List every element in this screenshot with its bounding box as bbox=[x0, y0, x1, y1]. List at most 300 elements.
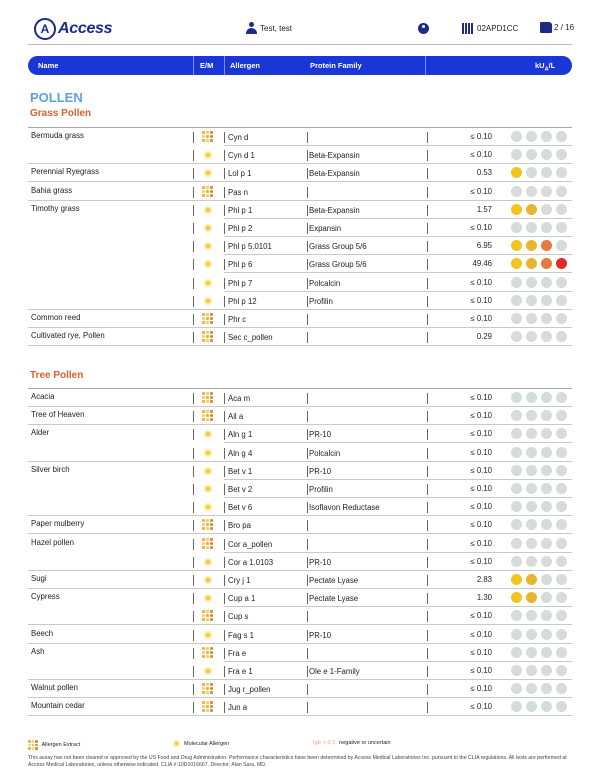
allergen-code: Fra e bbox=[228, 648, 247, 658]
cell-divider bbox=[193, 702, 194, 713]
col-unit: $kU_A/L$ bbox=[535, 61, 556, 73]
cell-divider bbox=[307, 702, 308, 713]
allergen-extract-icon bbox=[202, 647, 214, 659]
allergen-code: Bet v 2 bbox=[228, 485, 253, 494]
table-row bbox=[28, 680, 572, 698]
col-protein-family: Protein Family bbox=[310, 61, 362, 70]
level-dot bbox=[511, 610, 522, 621]
cell-divider bbox=[224, 278, 225, 289]
cell-divider bbox=[427, 411, 428, 422]
cell-divider bbox=[224, 314, 225, 325]
level-dot bbox=[526, 610, 537, 621]
allergen-source-name: Bermuda grass bbox=[31, 131, 84, 140]
disclaimer-footer: This assay has not been cleared or approved by the US Food and Drug Administration. Performance characteristics have been determined by Access Medical Laboratories Inc. pursuant to the CLIA regulations. All tests are performed at Access Medical Laboratories, unless otherwise indicated. CLIA #:10D1016667. Director: Alan Sara, MD. bbox=[28, 755, 567, 768]
protein-family: Pectate Lyase bbox=[309, 576, 359, 585]
cell-divider bbox=[427, 393, 428, 404]
result-value: ≤ 0.10 bbox=[470, 277, 492, 287]
table-row bbox=[28, 407, 572, 425]
result-level-dots bbox=[511, 277, 567, 288]
level-dot bbox=[511, 665, 522, 676]
protein-family: Beta-Expansin bbox=[309, 205, 360, 215]
result-level-dots bbox=[511, 629, 567, 640]
protein-family: Profilin bbox=[309, 296, 333, 306]
cell-divider bbox=[193, 150, 194, 161]
level-dot bbox=[541, 538, 552, 549]
result-value: ≤ 0.10 bbox=[470, 502, 492, 512]
result-value: ≤ 0.10 bbox=[470, 447, 492, 457]
allergen-extract-icon bbox=[202, 331, 214, 343]
cell-divider bbox=[193, 557, 194, 568]
level-dot bbox=[541, 149, 552, 160]
cell-divider bbox=[224, 132, 225, 143]
level-dot bbox=[526, 538, 537, 549]
allergen-code: Cyn d 1 bbox=[228, 151, 255, 161]
cell-divider bbox=[307, 187, 308, 198]
molecular-allergen-icon bbox=[202, 167, 214, 179]
level-dot bbox=[526, 665, 537, 676]
allergen-code: Aln g 1 bbox=[228, 430, 253, 440]
level-dot bbox=[511, 519, 522, 530]
barcode-icon bbox=[462, 23, 474, 34]
result-level-dots bbox=[511, 465, 567, 476]
cell-divider bbox=[224, 393, 225, 404]
result-value: ≤ 0.10 bbox=[470, 223, 492, 232]
cell-divider bbox=[224, 539, 225, 550]
result-level-dots bbox=[511, 428, 567, 439]
cell-divider bbox=[307, 611, 308, 622]
cell-divider bbox=[427, 259, 428, 270]
cell-divider bbox=[193, 575, 194, 586]
cell-divider bbox=[307, 593, 308, 604]
protein-family: Expansin bbox=[309, 224, 342, 233]
allergen-source-name: Alder bbox=[31, 428, 50, 438]
cell-divider bbox=[427, 648, 428, 659]
col-em: E/M bbox=[200, 61, 214, 70]
molecular-allergen-icon bbox=[202, 483, 214, 495]
legend-molecular bbox=[173, 740, 229, 747]
level-dot bbox=[541, 483, 552, 494]
level-dot bbox=[511, 222, 522, 233]
accession-number: 02APD1CC bbox=[477, 24, 519, 33]
cell-divider bbox=[427, 575, 428, 586]
level-dot bbox=[511, 240, 522, 251]
level-dot bbox=[556, 647, 567, 658]
cell-divider bbox=[224, 448, 225, 459]
level-dot bbox=[541, 131, 552, 142]
allergen-code: Fag s 1 bbox=[228, 630, 255, 640]
row-underline bbox=[224, 345, 572, 346]
result-level-dots bbox=[511, 538, 567, 549]
table-row bbox=[28, 389, 572, 407]
level-dot bbox=[511, 647, 522, 658]
allergen-code: Phl p 5.0101 bbox=[228, 242, 272, 252]
level-dot bbox=[511, 574, 522, 585]
cell-divider bbox=[307, 520, 308, 531]
molecular-allergen-icon bbox=[202, 501, 214, 513]
cell-divider bbox=[193, 332, 194, 343]
cell-divider bbox=[193, 630, 194, 641]
result-value: ≤ 0.10 bbox=[470, 556, 492, 566]
cell-divider bbox=[193, 168, 194, 179]
cell-divider bbox=[427, 702, 428, 713]
cell-divider bbox=[224, 611, 225, 622]
table-row bbox=[28, 644, 572, 662]
legend-negative bbox=[313, 740, 391, 746]
level-dot bbox=[556, 167, 567, 178]
result-level-dots bbox=[511, 331, 567, 342]
cell-divider bbox=[307, 150, 308, 161]
cell-divider bbox=[193, 502, 194, 513]
cell-divider bbox=[224, 150, 225, 161]
allergen-code: Phr c bbox=[228, 315, 247, 324]
level-dot bbox=[526, 556, 537, 567]
allergen-source-name: Acacia bbox=[31, 392, 55, 401]
cell-divider bbox=[427, 630, 428, 641]
allergen-code: Cyn d bbox=[228, 133, 249, 142]
cell-divider bbox=[307, 502, 308, 513]
allergen-source-name: Cultivated rye, Pollen bbox=[31, 331, 105, 341]
level-dot bbox=[556, 277, 567, 288]
table-row bbox=[28, 480, 572, 498]
cell-divider bbox=[193, 259, 194, 270]
level-dot bbox=[526, 428, 537, 439]
level-dot bbox=[511, 204, 522, 215]
cell-divider bbox=[427, 539, 428, 550]
result-value: ≤ 0.10 bbox=[470, 538, 492, 548]
cell-divider bbox=[427, 314, 428, 325]
level-dot bbox=[526, 277, 537, 288]
result-level-dots bbox=[511, 295, 567, 306]
group-title: Grass Pollen bbox=[30, 108, 92, 119]
result-level-dots bbox=[511, 665, 567, 676]
level-dot bbox=[511, 538, 522, 549]
cell-divider bbox=[224, 520, 225, 531]
result-value: ≤ 0.10 bbox=[470, 611, 492, 621]
cell-divider bbox=[427, 168, 428, 179]
cell-divider bbox=[193, 448, 194, 459]
allergen-extract-icon bbox=[202, 410, 214, 422]
allergen-code: Bet v 6 bbox=[228, 503, 253, 513]
table-row bbox=[28, 607, 572, 625]
result-level-dots bbox=[511, 483, 567, 494]
result-value: ≤ 0.10 bbox=[470, 666, 492, 675]
allergen-source-name: Mountain cedar bbox=[31, 701, 85, 711]
level-dot bbox=[541, 331, 552, 342]
account-icon bbox=[418, 23, 429, 34]
molecular-allergen-icon bbox=[202, 556, 214, 568]
section-title: POLLEN bbox=[30, 90, 83, 105]
cell-divider bbox=[193, 205, 194, 216]
level-dot bbox=[541, 683, 552, 694]
cell-divider bbox=[427, 611, 428, 622]
protein-family: PR-10 bbox=[309, 557, 332, 567]
cell-divider bbox=[427, 132, 428, 143]
result-value: 0.53 bbox=[476, 168, 492, 178]
level-dot bbox=[541, 610, 552, 621]
protein-family: Beta-Expansin bbox=[309, 169, 360, 179]
table-row bbox=[28, 498, 572, 516]
result-level-dots bbox=[511, 258, 567, 269]
cell-divider bbox=[224, 223, 225, 234]
level-dot bbox=[556, 556, 567, 567]
cell-divider bbox=[193, 132, 194, 143]
cell-divider bbox=[427, 150, 428, 161]
cell-divider bbox=[427, 666, 428, 677]
molecular-allergen-icon bbox=[202, 629, 214, 641]
level-dot bbox=[556, 629, 567, 640]
table-row bbox=[28, 237, 572, 255]
result-value: 0.29 bbox=[476, 332, 492, 342]
level-dot bbox=[511, 258, 522, 269]
folder-icon bbox=[540, 22, 552, 33]
cell-divider bbox=[427, 332, 428, 343]
cell-divider bbox=[307, 648, 308, 659]
cell-divider bbox=[224, 557, 225, 568]
protein-family: PR-10 bbox=[309, 466, 332, 476]
level-dot bbox=[511, 683, 522, 694]
cell-divider bbox=[307, 684, 308, 695]
level-dot bbox=[511, 629, 522, 640]
table-row bbox=[28, 662, 572, 680]
header-divider bbox=[28, 44, 572, 45]
level-dot bbox=[511, 428, 522, 439]
result-value: ≤ 0.10 bbox=[470, 684, 492, 694]
level-dot bbox=[541, 592, 552, 603]
cell-divider bbox=[193, 611, 194, 622]
protein-family: Ole e 1-Family bbox=[309, 667, 360, 676]
protein-family: PR-10 bbox=[309, 430, 332, 440]
protein-family: Pectate Lyase bbox=[309, 594, 359, 604]
level-dot bbox=[526, 410, 537, 421]
level-dot bbox=[541, 277, 552, 288]
molecular-allergen-icon bbox=[202, 665, 214, 677]
result-value: 49.46 bbox=[472, 259, 492, 269]
level-dot bbox=[511, 295, 522, 306]
allergen-code: Cup s bbox=[228, 612, 249, 622]
cell-divider bbox=[307, 448, 308, 459]
cell-divider bbox=[307, 296, 308, 307]
allergen-extract-icon bbox=[202, 131, 214, 143]
cell-divider bbox=[427, 484, 428, 495]
allergen-code: Lol p 1 bbox=[228, 169, 252, 179]
allergen-extract-icon bbox=[202, 538, 214, 550]
level-dot bbox=[526, 483, 537, 494]
cell-divider bbox=[193, 411, 194, 422]
protein-family: PR-10 bbox=[309, 630, 332, 640]
table-row bbox=[28, 535, 572, 553]
cell-divider bbox=[224, 296, 225, 307]
table-row bbox=[28, 128, 572, 146]
result-level-dots bbox=[511, 167, 567, 178]
result-value: 1.30 bbox=[476, 593, 492, 603]
level-dot bbox=[556, 665, 567, 676]
table-row bbox=[28, 183, 572, 201]
cell-divider bbox=[193, 241, 194, 252]
level-dot bbox=[526, 313, 537, 324]
level-dot bbox=[526, 629, 537, 640]
allergen-source-name: Beech bbox=[31, 628, 54, 638]
allergen-source-name: Hazel pollen bbox=[31, 537, 74, 547]
cell-divider bbox=[224, 702, 225, 713]
molecular-allergen-icon bbox=[202, 149, 214, 161]
allergen-source-name: Walnut pollen bbox=[31, 683, 78, 693]
level-dot bbox=[511, 392, 522, 403]
result-level-dots bbox=[511, 131, 567, 142]
row-underline bbox=[224, 715, 572, 716]
access-logo bbox=[34, 16, 112, 42]
molecular-allergen-icon bbox=[202, 428, 214, 440]
patient-info bbox=[246, 22, 292, 34]
molecular-allergen-icon bbox=[202, 204, 214, 216]
level-dot bbox=[556, 295, 567, 306]
cell-divider bbox=[224, 466, 225, 477]
allergen-source-name: Silver birch bbox=[31, 464, 70, 474]
level-dot bbox=[526, 465, 537, 476]
cell-divider bbox=[193, 278, 194, 289]
result-level-dots bbox=[511, 204, 567, 215]
allergen-source-name: Perennial Ryegrass bbox=[31, 167, 100, 177]
result-level-dots bbox=[511, 392, 567, 403]
allergen-code: Phl p 12 bbox=[228, 296, 257, 306]
table-row bbox=[28, 164, 572, 182]
level-dot bbox=[526, 131, 537, 142]
level-dot bbox=[526, 258, 537, 269]
protein-family: Profilin bbox=[309, 485, 333, 494]
level-dot bbox=[526, 519, 537, 530]
table-row bbox=[28, 425, 572, 443]
allergen-extract-icon bbox=[202, 701, 214, 713]
allergen-code: Phl p 6 bbox=[228, 260, 253, 270]
result-value: ≤ 0.10 bbox=[470, 647, 492, 657]
result-level-dots bbox=[511, 313, 567, 324]
cell-divider bbox=[193, 223, 194, 234]
level-dot bbox=[526, 574, 537, 585]
table-row bbox=[28, 698, 572, 716]
molecular-allergen-icon bbox=[202, 222, 214, 234]
cell-divider bbox=[224, 502, 225, 513]
result-value: 6.95 bbox=[476, 241, 492, 251]
cell-divider bbox=[427, 429, 428, 440]
allergen-code: Jug r_pollen bbox=[228, 685, 271, 695]
cell-divider bbox=[193, 429, 194, 440]
allergen-code: Cup a 1 bbox=[228, 594, 256, 604]
result-value: ≤ 0.10 bbox=[470, 484, 492, 493]
page-number: 2 / 16 bbox=[554, 23, 575, 32]
protein-family: Polcalcin bbox=[309, 448, 341, 458]
protein-family: Isoflavon Reductase bbox=[309, 503, 380, 513]
level-dot bbox=[556, 574, 567, 585]
level-dot bbox=[556, 149, 567, 160]
allergen-source-name: Paper mulberry bbox=[31, 519, 85, 529]
cell-divider bbox=[307, 278, 308, 289]
cell-divider bbox=[307, 466, 308, 477]
cell-divider bbox=[427, 223, 428, 234]
col-divider bbox=[425, 56, 426, 75]
result-level-dots bbox=[511, 222, 567, 233]
level-dot bbox=[526, 592, 537, 603]
legend-extract bbox=[28, 740, 80, 750]
molecular-allergen-icon bbox=[202, 258, 214, 270]
level-dot bbox=[511, 186, 522, 197]
level-dot bbox=[511, 447, 522, 458]
molecular-allergen-icon bbox=[202, 447, 214, 459]
cell-divider bbox=[224, 575, 225, 586]
cell-divider bbox=[307, 484, 308, 495]
cell-divider bbox=[307, 314, 308, 325]
level-dot bbox=[526, 683, 537, 694]
table-row bbox=[28, 146, 572, 164]
level-dot bbox=[526, 295, 537, 306]
cell-divider bbox=[307, 429, 308, 440]
table-row bbox=[28, 328, 572, 346]
level-dot bbox=[541, 410, 552, 421]
level-dot bbox=[511, 131, 522, 142]
result-level-dots bbox=[511, 647, 567, 658]
table-row bbox=[28, 201, 572, 219]
molecular-allergen-icon bbox=[202, 295, 214, 307]
result-level-dots bbox=[511, 447, 567, 458]
cell-divider bbox=[307, 666, 308, 677]
level-dot bbox=[556, 447, 567, 458]
logo-text: Access bbox=[58, 20, 113, 37]
level-dot bbox=[556, 428, 567, 439]
level-dot bbox=[556, 501, 567, 512]
level-dot bbox=[526, 186, 537, 197]
cell-divider bbox=[427, 520, 428, 531]
cell-divider bbox=[427, 593, 428, 604]
level-dot bbox=[526, 167, 537, 178]
level-dot bbox=[511, 167, 522, 178]
level-dot bbox=[526, 240, 537, 251]
table-row bbox=[28, 589, 572, 607]
cell-divider bbox=[307, 575, 308, 586]
result-level-dots bbox=[511, 149, 567, 160]
cell-divider bbox=[307, 259, 308, 270]
level-dot bbox=[526, 647, 537, 658]
allergen-code: Bro pa bbox=[228, 521, 251, 531]
result-level-dots bbox=[511, 240, 567, 251]
level-dot bbox=[541, 167, 552, 178]
allergen-source-name: Sugi bbox=[31, 574, 47, 583]
level-dot bbox=[556, 392, 567, 403]
result-value: ≤ 0.10 bbox=[470, 411, 492, 421]
level-dot bbox=[541, 465, 552, 476]
cell-divider bbox=[193, 393, 194, 404]
level-dot bbox=[511, 149, 522, 160]
molecular-allergen-icon bbox=[202, 465, 214, 477]
level-dot bbox=[556, 240, 567, 251]
table-row bbox=[28, 444, 572, 462]
level-dot bbox=[541, 222, 552, 233]
result-value: ≤ 0.10 bbox=[470, 393, 492, 402]
level-dot bbox=[556, 331, 567, 342]
allergen-code: Cry j 1 bbox=[228, 576, 251, 585]
level-dot bbox=[541, 392, 552, 403]
cell-divider bbox=[224, 241, 225, 252]
result-value: ≤ 0.10 bbox=[470, 186, 492, 196]
result-value: 2.83 bbox=[476, 575, 492, 584]
cell-divider bbox=[307, 630, 308, 641]
level-dot bbox=[526, 331, 537, 342]
level-dot bbox=[541, 629, 552, 640]
level-dot bbox=[556, 258, 567, 269]
cell-divider bbox=[193, 520, 194, 531]
cell-divider bbox=[307, 411, 308, 422]
level-dot bbox=[556, 131, 567, 142]
allergen-source-name: Cypress bbox=[31, 592, 60, 602]
level-dot bbox=[511, 556, 522, 567]
protein-family: Grass Group 5/6 bbox=[309, 260, 367, 270]
